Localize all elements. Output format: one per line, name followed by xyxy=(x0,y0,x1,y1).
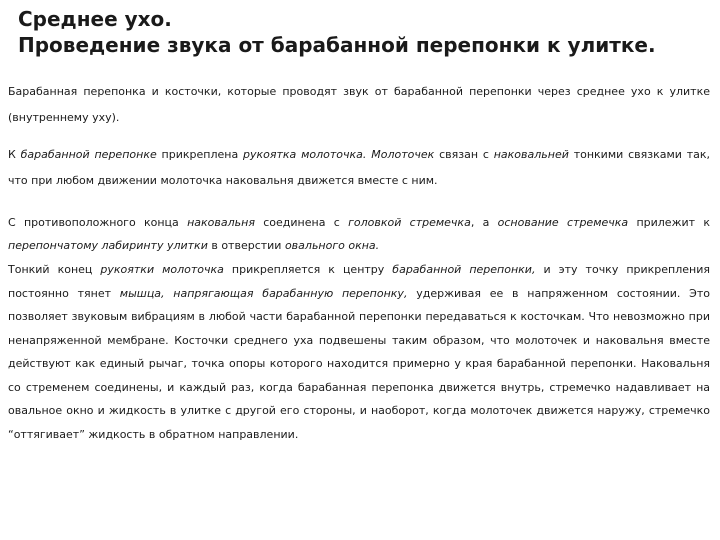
term-eardrum: барабанной перепонке xyxy=(20,148,157,161)
text-run: прикреплена xyxy=(156,148,244,161)
text-run: прилежит к xyxy=(628,216,710,229)
term-malleus-handle: рукоятка молоточка. xyxy=(243,148,367,161)
text-run: тонкими связками так, что при любом движении молоточка наковальня движется вместе с ним. xyxy=(8,148,711,187)
term-malleus: Молоточек xyxy=(371,148,435,161)
term-membranous-labyrinth: перепончатому лабиринту улитки xyxy=(8,239,208,252)
term-malleus-handle: рукоятки молоточка xyxy=(100,263,224,276)
text-run: в отверстии xyxy=(207,239,285,252)
text-run: К xyxy=(8,148,21,161)
text-run: связан с xyxy=(434,148,494,161)
text-run: прикрепляется к центру xyxy=(223,263,393,276)
text-run: , а xyxy=(470,216,498,229)
paragraph-incus-stapes-connection xyxy=(8,211,710,257)
term-tensor-tympani: мышца, напрягающая барабанную перепонку, xyxy=(119,286,408,300)
paragraph-malleus-attachment xyxy=(8,142,710,194)
slide-title-line-1: Среднее ухо. xyxy=(18,7,172,31)
slide-title-line-2: Проведение звука от барабанной перепонки к улитке. xyxy=(18,33,656,57)
paragraph-tensor-tympani-and-lever xyxy=(8,258,710,446)
paragraph-eardrum-and-ossicles: Барабанная перепонка и косточки, которые проводят звук от барабанной перепонки через среднее ухо к улитке (внутреннему уху). xyxy=(8,85,710,124)
term-incus: наковальней xyxy=(493,148,569,161)
slide-title xyxy=(18,6,708,58)
text-run: С противоположного конца xyxy=(8,216,188,229)
text-run: соединена с xyxy=(254,216,349,229)
term-eardrum: барабанной перепонки, xyxy=(392,263,536,276)
text-run: и эту точку прикрепления постоянно тянет xyxy=(8,263,711,300)
term-stapes-base: основание стремечка xyxy=(497,216,629,229)
term-incus: наковальня xyxy=(187,216,255,229)
text-run: Тонкий конец xyxy=(8,263,101,276)
term-oval-window: овального окна. xyxy=(284,239,380,252)
text-run: удерживая ее в напряженном состоянии. Это позволяет звуковым вибрациям в любой части барабанной перепонки передаваться к косточкам. Что невозможно при ненапряженной мембране. Косточки среднего уха подвешены таким образом, что молоточек и наковальня вместе действуют как единый рычаг, точка опоры которого находится примерно у края барабанной перепонки. Наковальня со стременем соединены, и каждый раз, когда барабанная перепонка движется внутрь, стремечко надавливает на овальное окно и жидкость в улитке с другой его стороны, и наоборот, когда молоточек движется наружу, стремечко “оттягивает” жидкость в обратном направлении. xyxy=(8,286,710,441)
term-stapes-head: головкой стремечка xyxy=(348,216,471,229)
